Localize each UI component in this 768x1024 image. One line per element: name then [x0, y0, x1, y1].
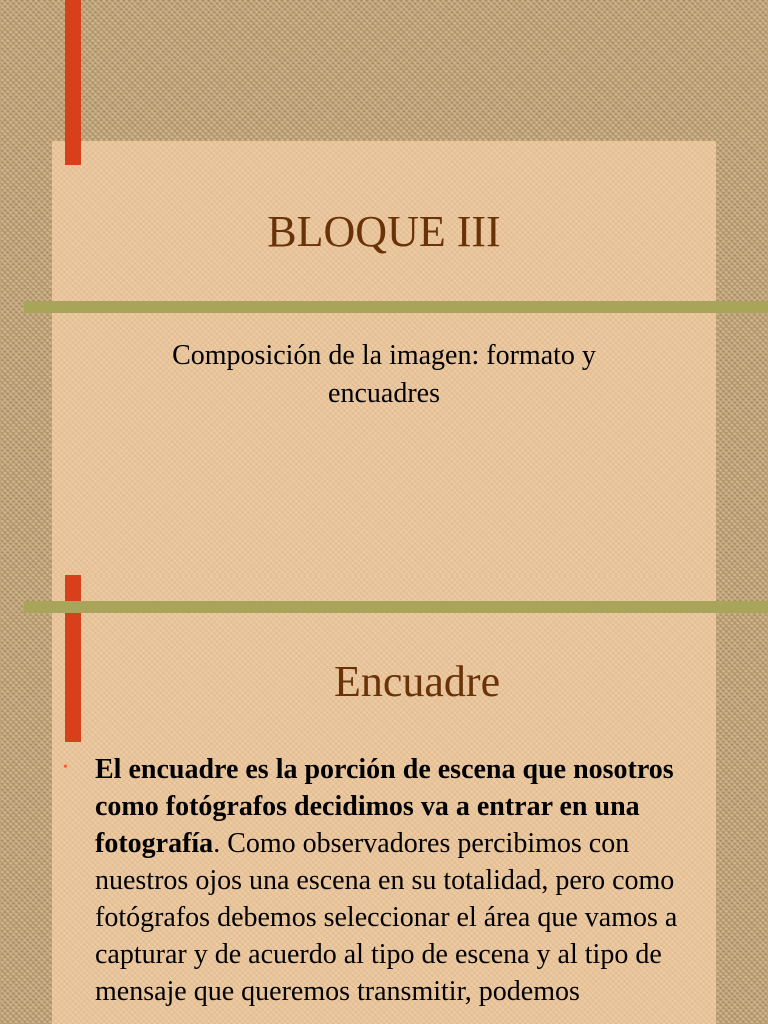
- bullet-regular-text: . Como observadores percibimos con nuestros ojos una escena en su totalidad, pero como fotógrafos debemos seleccionar el área que vamos a capturar y de acuerdo al tipo de escena y al tipo de mensaje que queremos transmitir, podemos: [95, 828, 678, 1007]
- slide-title: Encuadre: [334, 657, 501, 706]
- slide-title: BLOQUE III: [267, 207, 501, 256]
- subtitle-line-2: encuadres: [328, 378, 440, 409]
- green-divider-line: [24, 601, 768, 613]
- slide-encuadre: [0, 575, 768, 1024]
- red-accent-bar: [65, 0, 81, 165]
- bullet-bold-text: El encuadre es la porción de escena que nosotros como fotógrafos decidimos va a entrar en una fotografía: [95, 754, 674, 859]
- bullet-paragraph: [95, 751, 725, 1010]
- slide-subtitle: [92, 337, 676, 413]
- green-divider-line: [24, 301, 768, 313]
- bullet-dot-icon: •: [63, 760, 68, 775]
- subtitle-line-1: Composición de la imagen: formato y: [172, 340, 596, 371]
